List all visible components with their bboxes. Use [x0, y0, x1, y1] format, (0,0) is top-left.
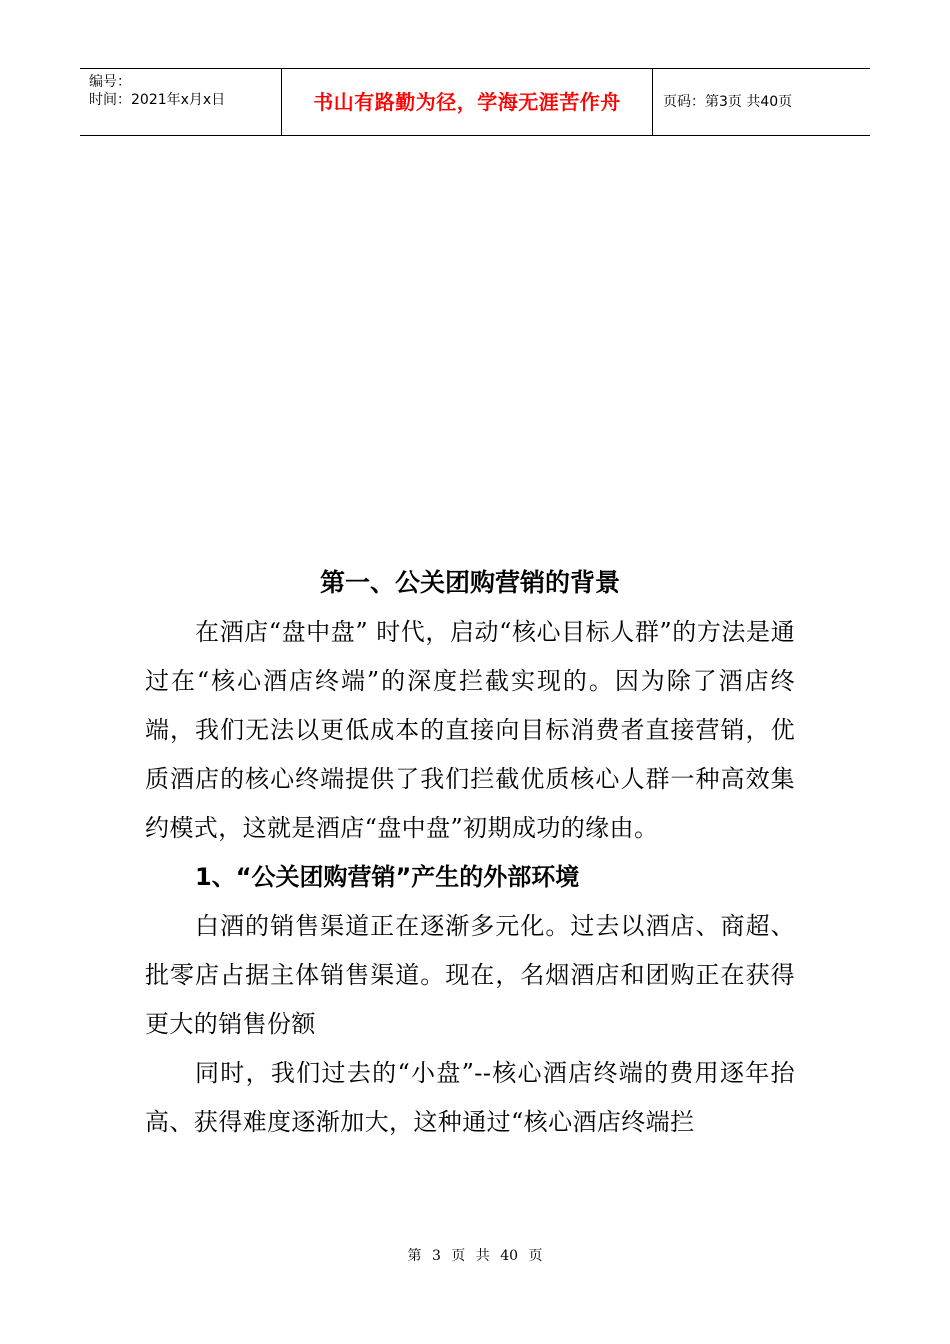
header-motto: 书山有路勤为径，学海无涯苦作舟	[313, 90, 621, 114]
sub-heading: 1、“公关团购营销”产生的外部环境	[195, 863, 580, 891]
header-page-cell	[653, 69, 870, 135]
document-number-label: 编号：	[89, 74, 131, 90]
page-footer: 第 3 页 共 40 页	[407, 1248, 543, 1264]
header-meta-cell	[80, 69, 282, 135]
header-motto-cell	[282, 69, 653, 135]
body-paragraph: 同时，我们过去的“小盘”--核心酒店终端的费用逐年抬高、获得难度逐渐加大，这种通过“核心酒店终端拦	[145, 1059, 795, 1136]
document-body	[145, 558, 795, 1147]
section-title: 第一、公关团购营销的背景	[319, 568, 620, 597]
body-paragraph: 白酒的销售渠道正在逐渐多元化。过去以酒店、商超、批零店占据主体销售渠道。现在，名烟酒店和团购正在获得更大的销售份额	[145, 912, 795, 1038]
body-paragraph: 在酒店“盘中盘” 时代，启动“核心目标人群”的方法是通过在“核心酒店终端”的深度拦截实现的。因为除了酒店终端，我们无法以更低成本的直接向目标消费者直接营销，优质酒店的核心终端提供了我们拦截优质核心人群一种高效集约模式，这就是酒店“盘中盘”初期成功的缘由。	[145, 618, 795, 842]
document-header	[80, 68, 870, 136]
document-time-label: 时间：2021年x月x日	[89, 92, 226, 108]
header-page-code: 页码：第3页 共40页	[663, 94, 793, 110]
